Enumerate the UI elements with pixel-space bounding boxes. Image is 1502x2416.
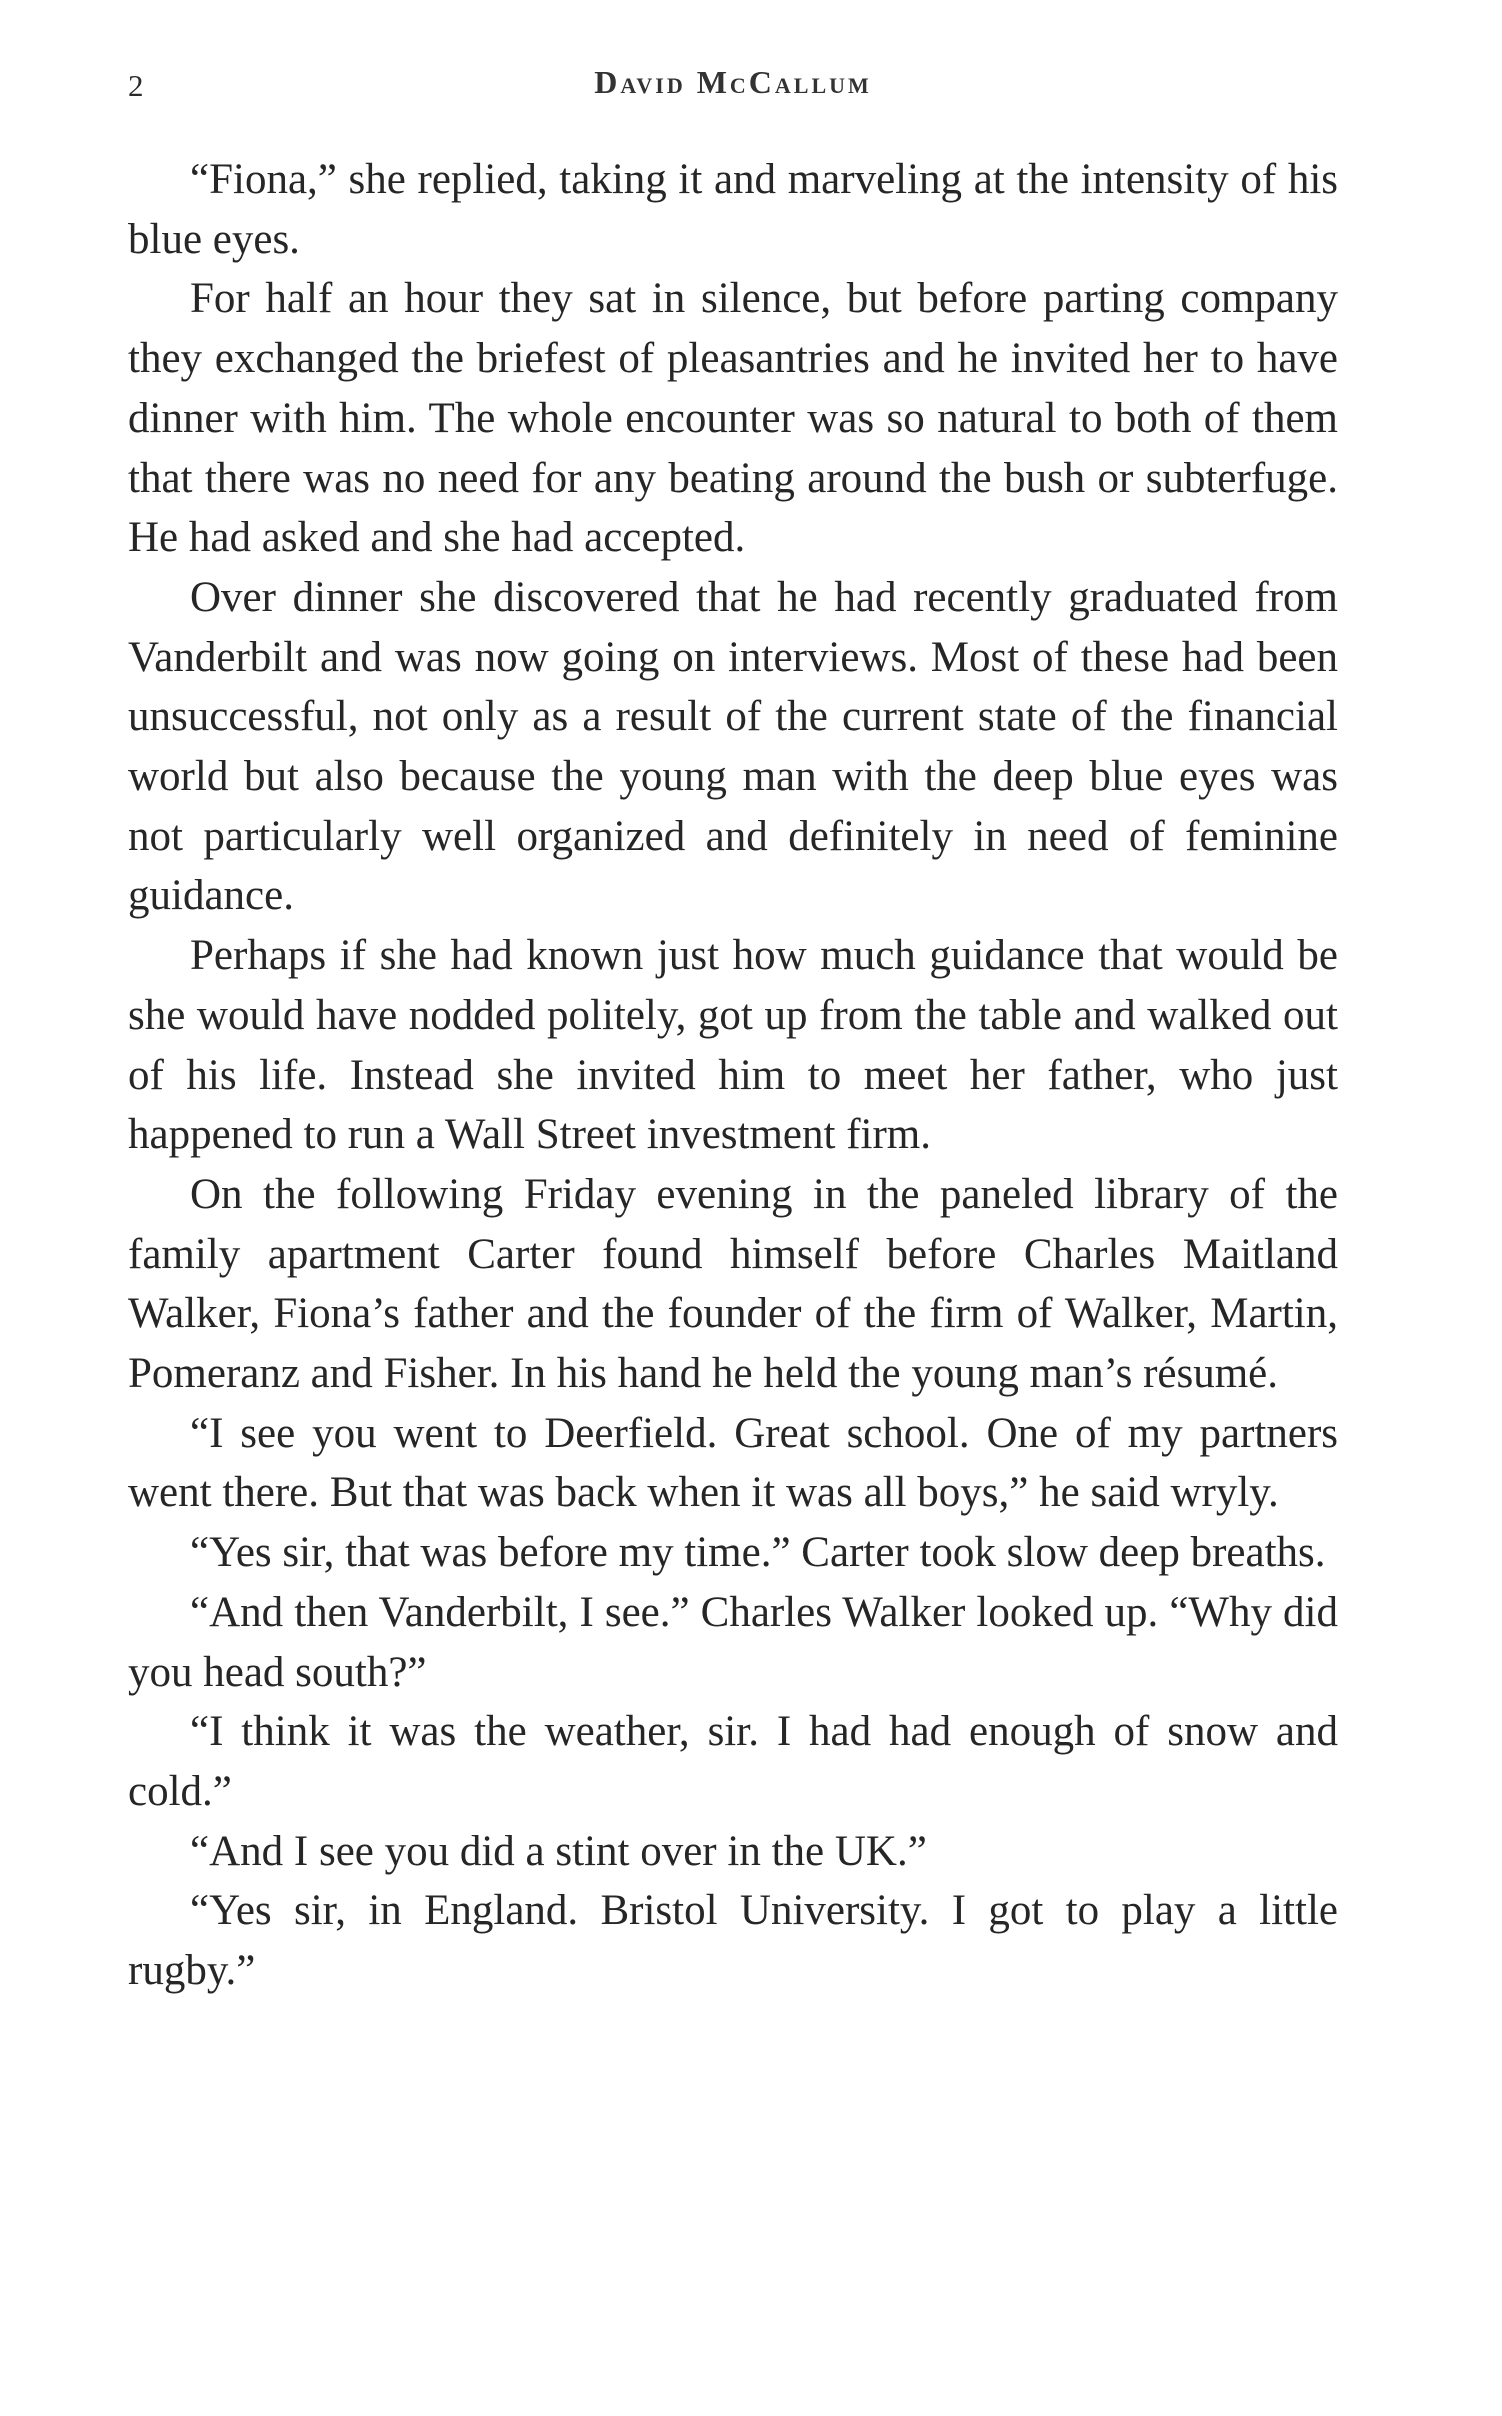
paragraph: On the following Friday evening in the paneled library of the family apartment Carter found himself before Charles Maitland Walker, Fiona’s father and the founder of the firm of Walker, Martin, Pomeranz and Fisher. In his hand he held the young man’s résumé.: [128, 1170, 1338, 1398]
paragraph: “Yes sir, that was before my time.” Carter took slow deep breaths.: [190, 1529, 1326, 1577]
paragraph: “I think it was the weather, sir. I had had enough of snow and cold.”: [128, 1708, 1338, 1815]
paragraph: “And then Vanderbilt, I see.” Charles Walker looked up. “Why did you head south?”: [128, 1588, 1338, 1696]
page-number: 2: [128, 68, 144, 103]
paragraph: For half an hour they sat in silence, but before parting company they exchanged the briefest of pleasantries and he invited her to have dinner with him. The whole encounter was so natural to both of them that there was no need for any beating around the bush or subterfuge. He had asked and she had accepted.: [128, 275, 1338, 562]
paragraph: Over dinner she discovered that he had recently graduated from Vanderbilt and was now going on interviews. Most of these had been unsuccessful, not only as a result of the current state of the financial world but also because the young man with the deep blue eyes was not particularly well organized and definitely in need of feminine guidance.: [128, 573, 1338, 920]
running-head-author: David McCallum: [594, 64, 872, 100]
body-text: [128, 150, 1338, 2001]
paragraph: “I see you went to Deerfield. Great school. One of my partners went there. But that was back when it was all boys,” he said wryly.: [128, 1409, 1338, 1517]
paragraph: “Yes sir, in England. Bristol University. I got to play a little rugby.”: [128, 1887, 1338, 1995]
paragraph: “Fiona,” she replied, taking it and marveling at the intensity of his blue eyes.: [128, 156, 1338, 263]
paragraph: Perhaps if she had known just how much guidance that would be she would have nodded politely, got up from the table and walked out of his life. Instead she invited him to meet her father, who just happened to run a Wall Street investment firm.: [128, 932, 1338, 1159]
page-header: [128, 62, 1338, 110]
paragraph: “And I see you did a stint over in the UK.”: [190, 1827, 927, 1875]
